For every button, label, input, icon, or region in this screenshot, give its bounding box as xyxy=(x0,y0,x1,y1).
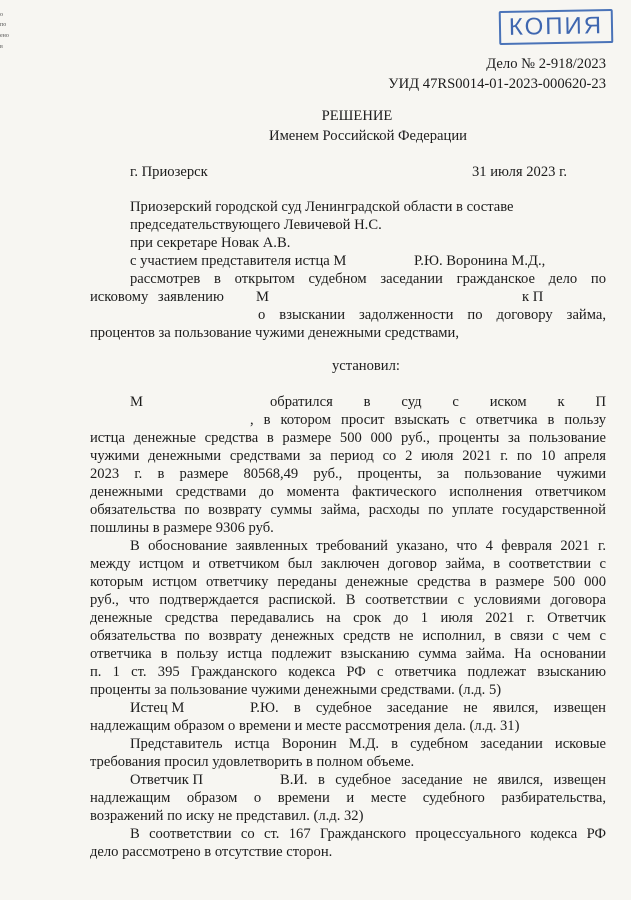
document-subtitle: Именем Российской Федерации xyxy=(269,128,467,144)
body-line: обязательства по возврату суммы займа, расходы по уплате государственной xyxy=(90,502,606,518)
body-line: обратился в суд с иском к П xyxy=(270,394,606,410)
body-line: М xyxy=(130,394,143,410)
case-uid: УИД 47RS0014-01-2023-000620-23 xyxy=(388,76,606,92)
intro-line: с участием представителя истца М xyxy=(130,253,347,269)
intro-line: при секретаре Новак А.В. xyxy=(130,235,291,251)
body-line: между истцом и ответчиком был заключен договор займа, в соответствии с xyxy=(90,556,606,572)
edge-mark: по xyxy=(0,22,7,28)
body-line: проценты за пользование чужими денежными средствами. (л.д. 5) xyxy=(90,682,502,698)
plaintiff-redacted: М xyxy=(256,289,269,305)
body-line: , в котором просит взыскать с ответчика в пользу xyxy=(250,412,606,428)
case-number: Дело № 2-918/2023 xyxy=(486,56,606,72)
body-line: чужими денежными средствами за период со 2 июля 2021 г. по 10 апреля xyxy=(90,448,606,464)
intro-line: о взыскании задолженности по договору займа, xyxy=(258,307,606,323)
body-line: В.И. в судебное заседание не явился, извещен xyxy=(280,772,606,788)
body-line: В соответствии со ст. 167 Гражданского процессуального кодекса РФ xyxy=(130,826,606,842)
body-line: обязательства по возврату денежных средств не исполнил, в связи с чем с xyxy=(90,628,606,644)
body-line: ответчика в пользу истца подлежит взысканию сумма займа. На основании xyxy=(90,646,606,662)
body-line: 2023 г. в размере 80568,49 руб., проценты, за пользование чужими xyxy=(90,466,606,482)
intro-line: Приозерский городской суд Ленинградской области в составе xyxy=(130,199,514,215)
body-line: Р.Ю. в судебное заседание не явился, извещен xyxy=(250,700,606,716)
body-line: которым истцом ответчику переданы денежные средства в размере 500 000 xyxy=(90,574,606,590)
intro-line: процентов за пользование чужими денежными средствами, xyxy=(90,325,459,341)
body-line: надлежащим образом о времени и месте рассмотрения дела. (л.д. 31) xyxy=(90,718,520,734)
body-line: Истец М xyxy=(130,700,185,716)
decision-date: 31 июля 2023 г. xyxy=(472,164,568,180)
edge-mark: ено xyxy=(0,33,9,39)
intro-line: председательствующего Левичевой Н.С. xyxy=(130,217,382,233)
body-line: пошлины в размере 9306 руб. xyxy=(90,520,274,536)
intro-line: Р.Ю. Воронина М.Д., xyxy=(414,253,546,269)
intro-line: рассмотрев в открытом судебном заседании гражданское дело по xyxy=(130,271,606,287)
edge-mark: о xyxy=(0,12,3,18)
body-line: требования просил удовлетворить в полном объеме. xyxy=(90,754,415,770)
copy-stamp: КОПИЯ xyxy=(499,9,614,45)
body-line: истца денежные средства в размере 500 000 руб., проценты за пользование xyxy=(90,430,606,446)
edge-mark: в xyxy=(0,44,3,50)
intro-line: исковому заявлению xyxy=(90,289,224,305)
body-line: надлежащим образом о времени и месте судебного разбирательства, xyxy=(90,790,606,806)
body-line: денежные средства передавались на срок до 1 июля 2021 г. Ответчик xyxy=(90,610,606,626)
established-heading: установил: xyxy=(332,358,400,374)
body-line: Представитель истца Воронин М.Д. в судебном заседании исковые xyxy=(130,736,606,752)
body-line: возражений по иску не представил. (л.д. 32) xyxy=(90,808,364,824)
document-title: РЕШЕНИЕ xyxy=(321,108,393,124)
body-line: денежными средствами до момента фактического исполнения ответчиком xyxy=(90,484,606,500)
body-line: В обоснование заявленных требований указано, что 4 февраля 2021 г. xyxy=(130,538,606,554)
body-line: Ответчик П xyxy=(130,772,204,788)
city: г. Приозерск xyxy=(130,164,208,180)
body-line: п. 1 ст. 395 Гражданского кодекса РФ с ответчика подлежат взысканию xyxy=(90,664,606,680)
body-line: дело рассмотрено в отсутствие сторон. xyxy=(90,844,333,860)
defendant-redacted: к П xyxy=(522,289,544,305)
body-line: руб., что подтверждается распиской. В соответствии с условиями договора xyxy=(90,592,606,608)
